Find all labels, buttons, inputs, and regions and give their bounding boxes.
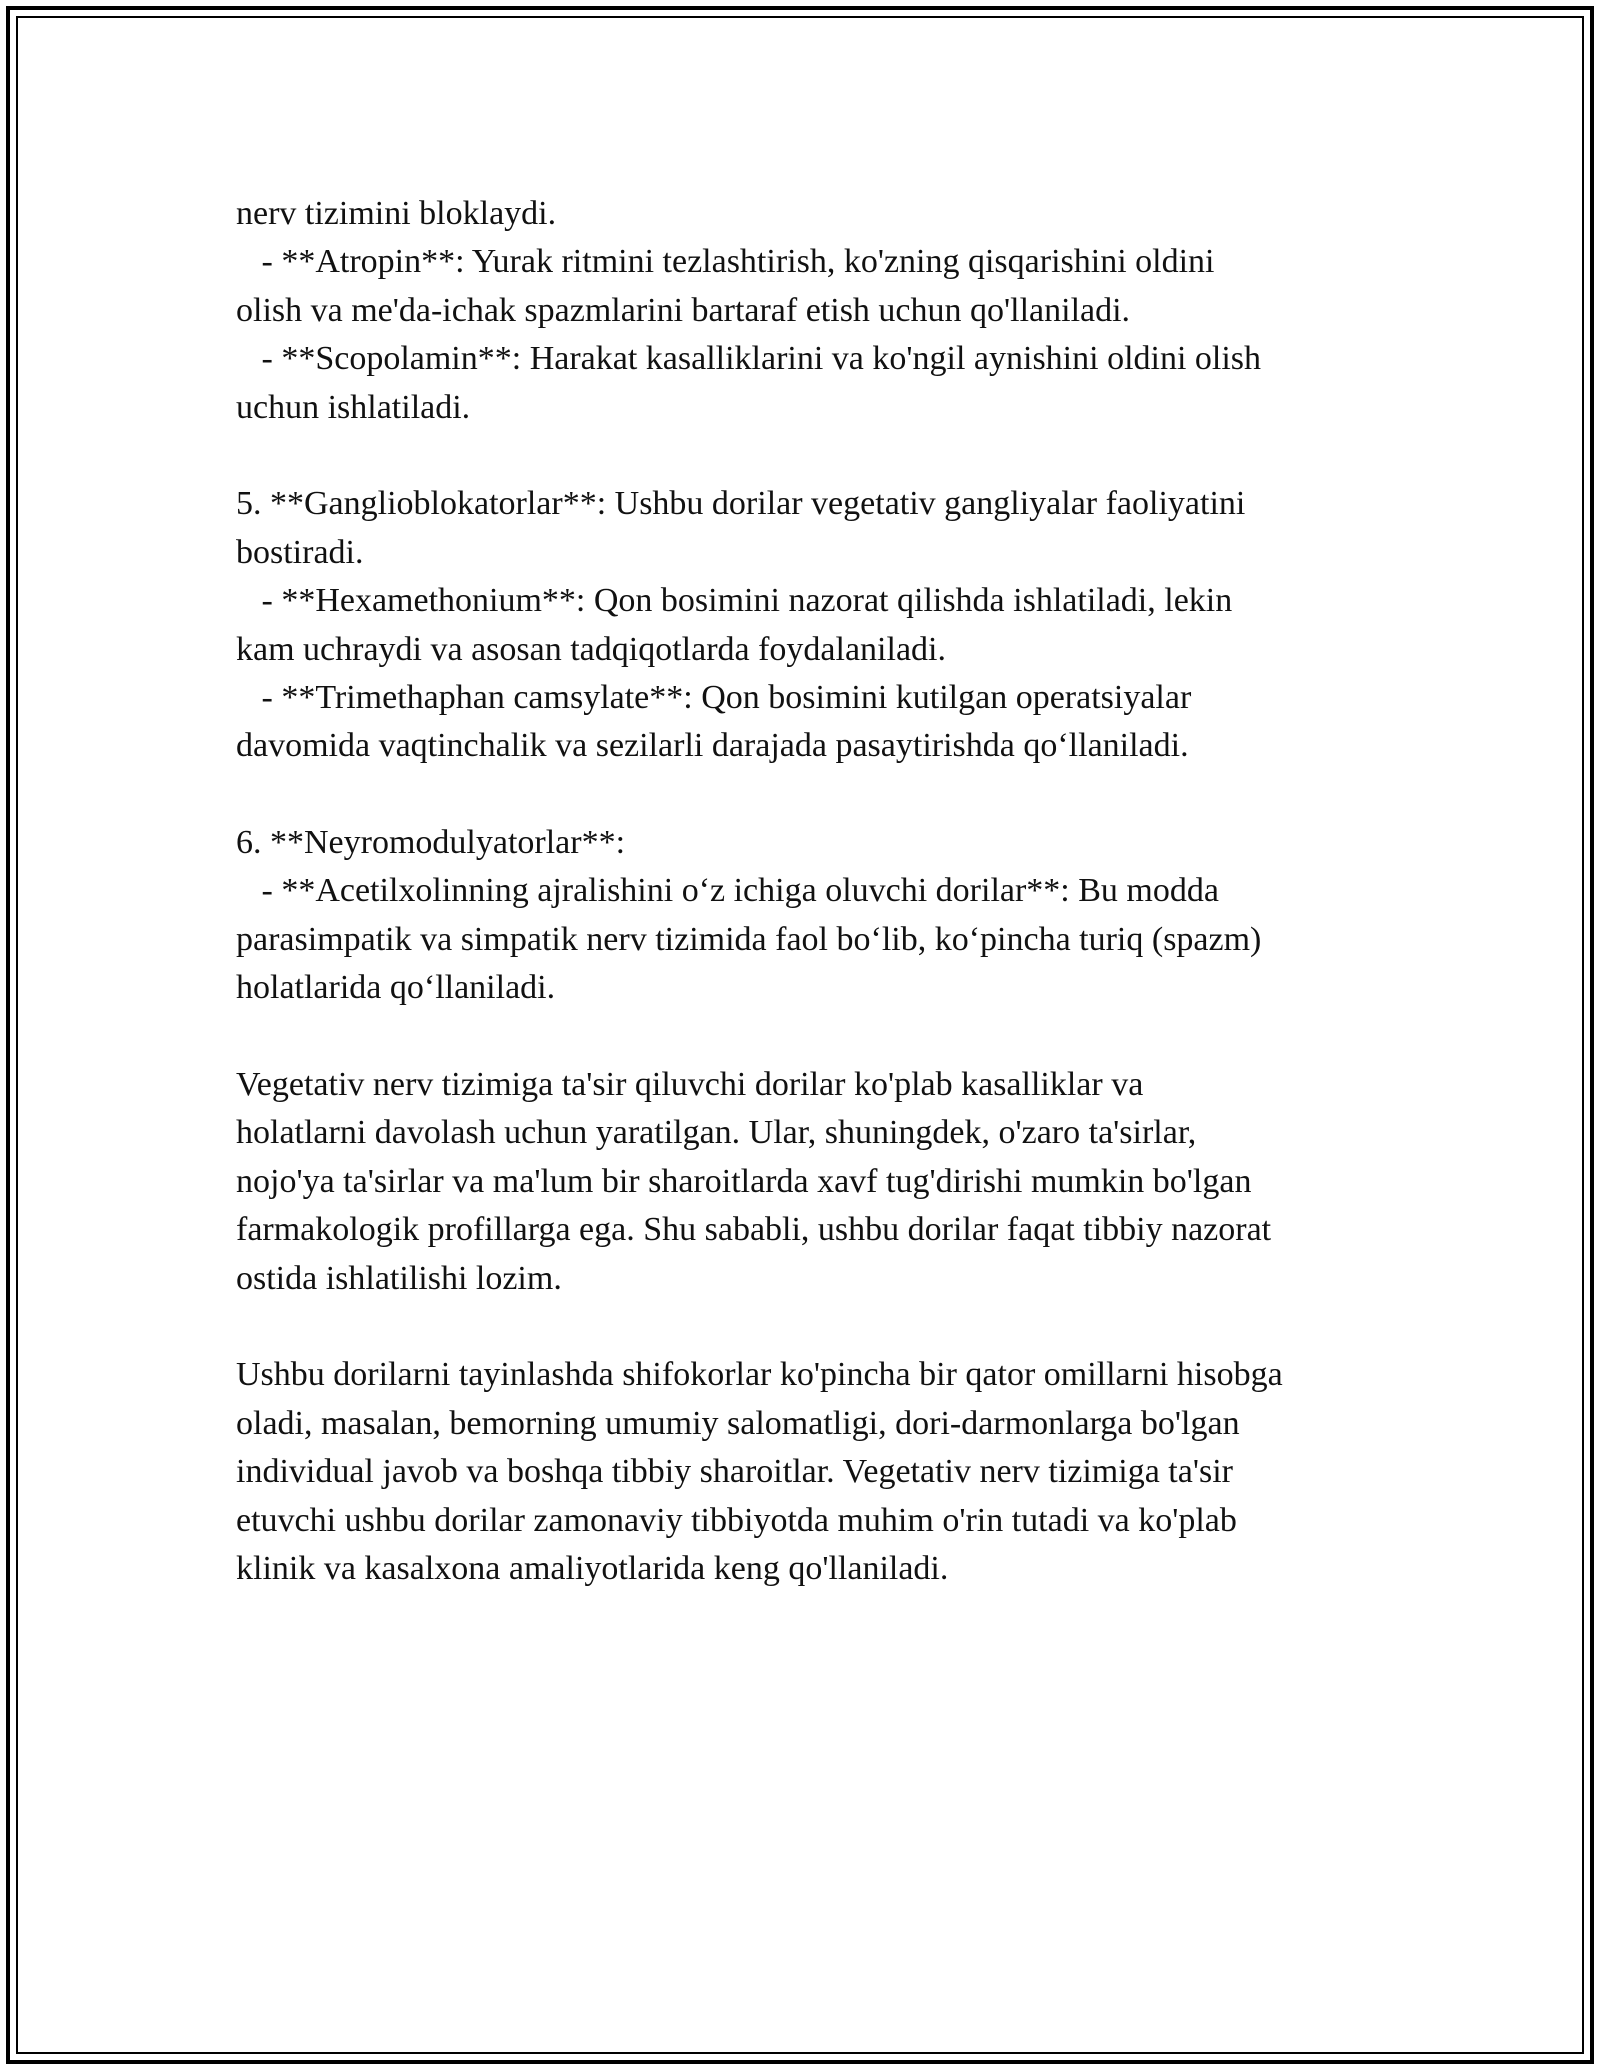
summary-paragraph-1 xyxy=(236,1061,1376,1303)
text-line: ostida ishlatilishi lozim. xyxy=(236,1259,562,1297)
text-line: - **Trimethaphan camsylate**: Qon bosimini kutilgan operatsiyalar xyxy=(236,678,1192,716)
text-line: nojo'ya ta'sirlar va ma'lum bir sharoitlarda xavf tug'dirishi mumkin bo'lgan xyxy=(236,1162,1252,1200)
text-line: holatlarni davolash uchun yaratilgan. Ular, shuningdek, o'zaro ta'sirlar, xyxy=(236,1114,1197,1152)
acetilxolin-item xyxy=(236,867,1376,1012)
text-line: uchun ishlatiladi. xyxy=(236,388,471,426)
anticholinergic-intro-tail xyxy=(236,190,1376,238)
text-line: bostiradi. xyxy=(236,533,364,571)
text-line: - **Hexamethonium**: Qon bosimini nazorat qilishda ishlatiladi, lekin xyxy=(236,582,1233,620)
text-line: davomida vaqtinchalik va sezilarli darajada pasaytirishda qo‘llaniladi. xyxy=(236,727,1189,765)
trimethaphan-item xyxy=(236,674,1376,771)
text-line: - **Scopolamin**: Harakat kasalliklarini va ko'ngil aynishini oldini olish xyxy=(236,340,1262,378)
text-line: nerv tizimini bloklaydi. xyxy=(236,195,557,232)
paragraph-spacer xyxy=(236,1303,1376,1351)
text-line: Vegetativ nerv tizimiga ta'sir qiluvchi dorilar ko'plab kasalliklar va xyxy=(236,1066,1144,1104)
atropin-item xyxy=(236,238,1376,335)
text-line: 6. **Neyromodulyatorlar**: xyxy=(236,824,626,862)
document-body xyxy=(236,190,1376,1593)
paragraph-spacer xyxy=(236,432,1376,480)
text-line: klinik va kasalxona amaliyotlarida keng qo'llaniladi. xyxy=(236,1549,949,1587)
scopolamin-item xyxy=(236,335,1376,432)
text-line: kam uchraydi va asosan tadqiqotlarda foydalaniladi. xyxy=(236,630,946,668)
paragraph-spacer xyxy=(236,771,1376,819)
text-line: individual javob va boshqa tibbiy sharoitlar. Vegetativ nerv tizimiga ta'sir xyxy=(236,1453,1233,1491)
summary-paragraph-2 xyxy=(236,1351,1376,1593)
text-line: olish va me'da-ichak spazmlarini bartaraf etish uchun qo'llaniladi. xyxy=(236,291,1131,329)
text-line: - **Acetilxolinning ajralishini o‘z ichiga oluvchi dorilar**: Bu modda xyxy=(236,872,1219,910)
ganglioblokatorlar-heading xyxy=(236,480,1376,577)
neyromodulyatorlar-heading xyxy=(236,819,1376,867)
text-line: Ushbu dorilarni tayinlashda shifokorlar ko'pincha bir qator omillarni hisobga xyxy=(236,1356,1283,1394)
text-line: holatlarida qo‘llaniladi. xyxy=(236,969,556,1007)
text-line: etuvchi ushbu dorilar zamonaviy tibbiyotda muhim o'rin tutadi va ko'plab xyxy=(236,1501,1237,1539)
text-line: - **Atropin**: Yurak ritmini tezlashtirish, ko'zning qisqarishini oldini xyxy=(236,243,1215,281)
hexamethonium-item xyxy=(236,577,1376,674)
paragraph-spacer xyxy=(236,1013,1376,1061)
text-line: parasimpatik va simpatik nerv tizimida faol bo‘lib, ko‘pincha turiq (spazm) xyxy=(236,920,1262,958)
text-line: oladi, masalan, bemorning umumiy salomatligi, dori-darmonlarga bo'lgan xyxy=(236,1404,1240,1442)
text-line: 5. **Ganglioblokatorlar**: Ushbu dorilar vegetativ gangliyalar faoliyatini xyxy=(236,485,1246,523)
text-line: farmakologik profillarga ega. Shu sababli, ushbu dorilar faqat tibbiy nazorat xyxy=(236,1211,1272,1249)
